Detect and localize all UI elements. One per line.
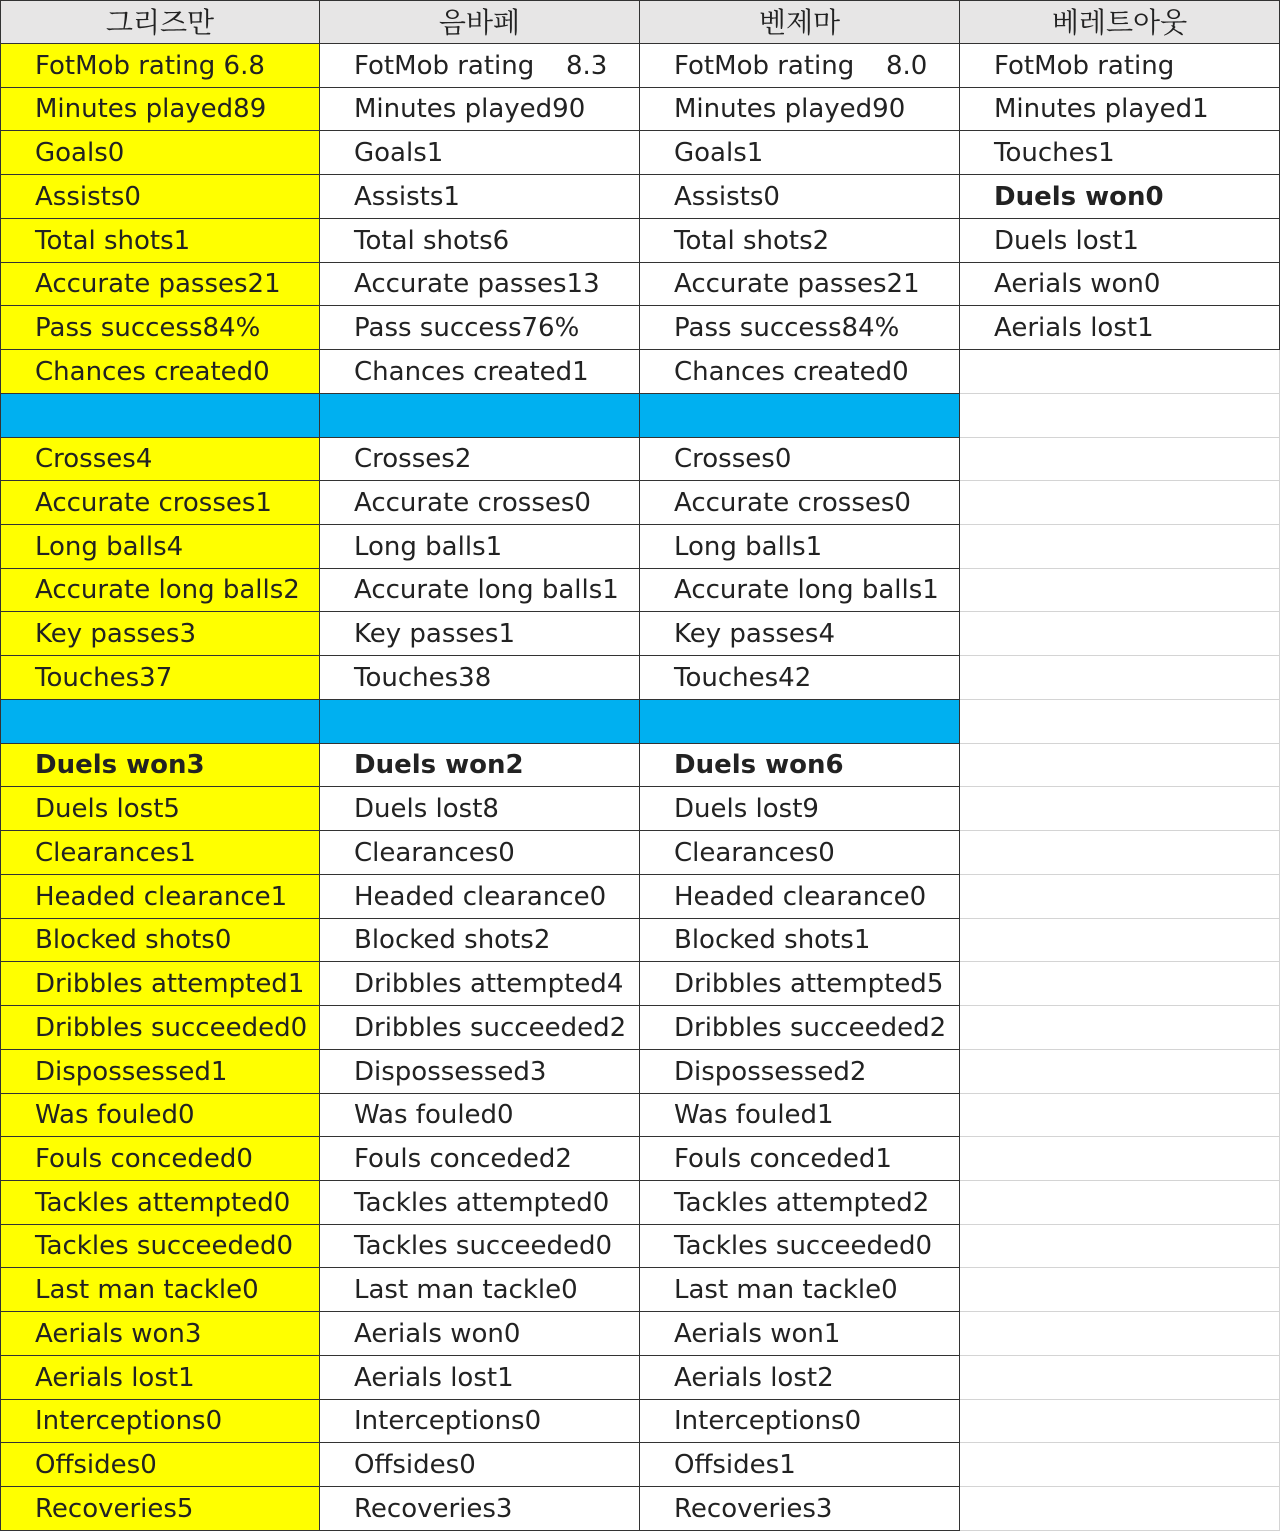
stat-cell[interactable] bbox=[0, 787, 320, 831]
stat-text: Tackles succeeded0 bbox=[35, 1231, 294, 1261]
stat-text: Last man tackle0 bbox=[354, 1275, 578, 1305]
stat-cell[interactable] bbox=[0, 219, 320, 263]
stat-text: Aerials lost1 bbox=[994, 313, 1154, 343]
empty-cell[interactable] bbox=[960, 1225, 1280, 1268]
empty-cell[interactable] bbox=[960, 1137, 1280, 1181]
stat-cell[interactable] bbox=[0, 1400, 320, 1443]
stat-text: Long balls1 bbox=[354, 532, 503, 562]
stat-text: Touches42 bbox=[674, 663, 812, 693]
empty-cell[interactable] bbox=[960, 1268, 1280, 1312]
stat-text: Aerials lost1 bbox=[354, 1363, 514, 1393]
stat-text: Dribbles succeeded2 bbox=[354, 1013, 627, 1043]
column-veretout bbox=[960, 0, 1280, 1531]
stat-cell[interactable] bbox=[960, 219, 1280, 263]
empty-cell[interactable] bbox=[960, 1094, 1280, 1137]
empty-cell[interactable] bbox=[960, 700, 1280, 744]
stat-cell[interactable] bbox=[640, 1443, 960, 1487]
stat-cell[interactable] bbox=[320, 831, 640, 875]
stat-text: FotMob rating 6.8 bbox=[35, 51, 265, 81]
empty-cell[interactable] bbox=[960, 787, 1280, 831]
stat-cell[interactable] bbox=[320, 1050, 640, 1094]
stat-cell[interactable] bbox=[960, 131, 1280, 175]
stat-text: Total shots1 bbox=[35, 226, 191, 256]
stat-cell[interactable] bbox=[0, 88, 320, 131]
stat-text: Minutes played1 bbox=[994, 94, 1209, 124]
empty-cell[interactable] bbox=[960, 394, 1280, 438]
empty-cell[interactable] bbox=[960, 569, 1280, 612]
column-griezmann bbox=[0, 0, 320, 1531]
stat-cell[interactable] bbox=[0, 131, 320, 175]
column-header[interactable]: 벤제마 bbox=[640, 0, 960, 44]
stat-cell[interactable] bbox=[320, 1400, 640, 1443]
stat-text: Was fouled0 bbox=[35, 1100, 195, 1130]
stat-text: Crosses4 bbox=[35, 444, 153, 474]
stat-cell[interactable] bbox=[640, 1400, 960, 1443]
stat-text: Dribbles attempted1 bbox=[35, 969, 305, 999]
stat-text: Long balls1 bbox=[674, 532, 823, 562]
stat-cell[interactable] bbox=[640, 481, 960, 525]
stat-text: Accurate passes21 bbox=[674, 269, 920, 299]
stat-cell[interactable] bbox=[640, 612, 960, 656]
empty-cell[interactable] bbox=[960, 350, 1280, 394]
stat-cell[interactable] bbox=[640, 962, 960, 1006]
stat-text: Duels lost8 bbox=[354, 794, 499, 824]
stat-cell[interactable] bbox=[640, 306, 960, 350]
stat-cell[interactable] bbox=[0, 1094, 320, 1137]
stat-cell[interactable] bbox=[640, 875, 960, 919]
empty-cell[interactable] bbox=[960, 831, 1280, 875]
stat-cell[interactable] bbox=[0, 1356, 320, 1400]
stat-text: Blocked shots0 bbox=[35, 925, 232, 955]
stat-text: Crosses0 bbox=[674, 444, 792, 474]
empty-cell[interactable] bbox=[960, 656, 1280, 700]
column-header[interactable]: 그리즈만 bbox=[0, 0, 320, 44]
stat-cell[interactable] bbox=[640, 1356, 960, 1400]
stat-text: Aerials won0 bbox=[354, 1319, 521, 1349]
stat-text: Duels won6 bbox=[674, 750, 844, 780]
stat-cell[interactable] bbox=[640, 787, 960, 831]
stat-cell[interactable] bbox=[0, 1225, 320, 1268]
stat-text: Aerials won3 bbox=[35, 1319, 202, 1349]
stat-cell[interactable] bbox=[640, 263, 960, 306]
stat-cell[interactable] bbox=[320, 44, 640, 88]
stat-text: Blocked shots1 bbox=[674, 925, 871, 955]
stat-cell[interactable] bbox=[640, 1487, 960, 1531]
stat-cell[interactable] bbox=[960, 306, 1280, 350]
column-header[interactable]: 베레트아웃 bbox=[960, 0, 1280, 44]
stat-text: Assists1 bbox=[354, 182, 460, 212]
stat-cell[interactable] bbox=[320, 1094, 640, 1137]
stat-cell[interactable] bbox=[320, 1443, 640, 1487]
stat-text: Total shots6 bbox=[354, 226, 510, 256]
stat-text: Key passes4 bbox=[674, 619, 836, 649]
stat-text: Interceptions0 bbox=[354, 1406, 542, 1436]
stat-text: Goals1 bbox=[674, 138, 764, 168]
stat-text: Chances created1 bbox=[354, 357, 589, 387]
stat-cell[interactable] bbox=[640, 525, 960, 569]
stat-cell[interactable] bbox=[640, 1050, 960, 1094]
stat-text: Accurate crosses0 bbox=[674, 488, 911, 518]
stat-cell[interactable] bbox=[320, 88, 640, 131]
stat-cell[interactable] bbox=[960, 44, 1280, 88]
stat-text: Long balls4 bbox=[35, 532, 184, 562]
stat-text: Tackles succeeded0 bbox=[674, 1231, 933, 1261]
stat-cell[interactable] bbox=[320, 656, 640, 700]
stat-text: Total shots2 bbox=[674, 226, 830, 256]
stat-text: Aerials won0 bbox=[994, 269, 1161, 299]
stat-cell[interactable] bbox=[320, 1225, 640, 1268]
empty-cell[interactable] bbox=[960, 919, 1280, 962]
stat-cell[interactable] bbox=[0, 438, 320, 481]
stat-cell[interactable] bbox=[640, 744, 960, 787]
stat-cell[interactable] bbox=[0, 962, 320, 1006]
empty-cell[interactable] bbox=[960, 1006, 1280, 1050]
stat-text: Fouls conceded1 bbox=[674, 1144, 892, 1174]
empty-cell[interactable] bbox=[960, 1050, 1280, 1094]
stat-text: Accurate passes21 bbox=[35, 269, 281, 299]
stat-text: Last man tackle0 bbox=[35, 1275, 259, 1305]
stat-text: Key passes1 bbox=[354, 619, 516, 649]
stat-text: Headed clearance1 bbox=[35, 882, 288, 912]
stat-text: Interceptions0 bbox=[674, 1406, 862, 1436]
stat-text: Duels lost1 bbox=[994, 226, 1139, 256]
stat-text: Aerials lost2 bbox=[674, 1363, 834, 1393]
stat-text: Last man tackle0 bbox=[674, 1275, 898, 1305]
stat-cell[interactable] bbox=[640, 656, 960, 700]
stat-cell[interactable] bbox=[640, 919, 960, 962]
stat-cell[interactable] bbox=[320, 1137, 640, 1181]
stat-cell[interactable] bbox=[640, 569, 960, 612]
stat-cell[interactable] bbox=[320, 175, 640, 219]
stat-text: Tackles succeeded0 bbox=[354, 1231, 613, 1261]
stat-text: Fouls conceded2 bbox=[354, 1144, 572, 1174]
separator-cell[interactable] bbox=[320, 394, 640, 438]
stat-cell[interactable] bbox=[320, 744, 640, 787]
stat-cell[interactable] bbox=[640, 1137, 960, 1181]
separator-cell[interactable] bbox=[0, 700, 320, 744]
stat-cell[interactable] bbox=[0, 481, 320, 525]
stat-text: Dribbles succeeded2 bbox=[674, 1013, 947, 1043]
stat-text: Dispossessed2 bbox=[674, 1057, 867, 1087]
empty-cell[interactable] bbox=[960, 1400, 1280, 1443]
empty-cell[interactable] bbox=[960, 744, 1280, 787]
stat-cell[interactable] bbox=[320, 612, 640, 656]
stat-text: Duels lost9 bbox=[674, 794, 819, 824]
stat-cell[interactable] bbox=[960, 175, 1280, 219]
separator-cell[interactable] bbox=[640, 394, 960, 438]
stat-cell[interactable] bbox=[0, 1312, 320, 1356]
empty-cell[interactable] bbox=[960, 875, 1280, 919]
stat-text: Accurate passes13 bbox=[354, 269, 600, 299]
stat-cell[interactable] bbox=[0, 44, 320, 88]
stat-cell[interactable] bbox=[0, 1487, 320, 1531]
stat-cell[interactable] bbox=[640, 219, 960, 263]
column-mbappe bbox=[320, 0, 640, 1531]
stat-cell[interactable] bbox=[320, 569, 640, 612]
stat-cell[interactable] bbox=[320, 1487, 640, 1531]
stat-text: Recoveries3 bbox=[354, 1494, 513, 1524]
stat-cell[interactable] bbox=[640, 1268, 960, 1312]
separator-cell[interactable] bbox=[640, 700, 960, 744]
stat-text: Dribbles attempted5 bbox=[674, 969, 944, 999]
stat-text: Duels won0 bbox=[994, 182, 1164, 212]
stat-text: Accurate long balls2 bbox=[35, 575, 300, 605]
stat-text: Was fouled1 bbox=[674, 1100, 834, 1130]
stat-cell[interactable] bbox=[320, 350, 640, 394]
stat-cell[interactable] bbox=[320, 263, 640, 306]
stat-cell[interactable] bbox=[640, 1312, 960, 1356]
stat-text: Interceptions0 bbox=[35, 1406, 223, 1436]
stat-cell[interactable] bbox=[640, 1225, 960, 1268]
stat-text: Key passes3 bbox=[35, 619, 197, 649]
stat-text: Dribbles attempted4 bbox=[354, 969, 624, 999]
stat-cell[interactable] bbox=[320, 962, 640, 1006]
column-benzema bbox=[640, 0, 960, 1531]
stat-cell[interactable] bbox=[0, 263, 320, 306]
stat-cell[interactable] bbox=[0, 831, 320, 875]
stat-text: Fouls conceded0 bbox=[35, 1144, 253, 1174]
stat-cell[interactable] bbox=[0, 525, 320, 569]
stat-cell[interactable] bbox=[320, 1181, 640, 1225]
stat-cell[interactable] bbox=[320, 787, 640, 831]
stat-cell[interactable] bbox=[320, 919, 640, 962]
stat-cell[interactable] bbox=[320, 525, 640, 569]
column-header[interactable]: 음바페 bbox=[320, 0, 640, 44]
stat-cell[interactable] bbox=[320, 306, 640, 350]
stat-text: Chances created0 bbox=[35, 357, 270, 387]
stat-text: Assists0 bbox=[35, 182, 141, 212]
stat-cell[interactable] bbox=[0, 1181, 320, 1225]
rating-value: 8.0 bbox=[886, 51, 928, 81]
stat-cell[interactable] bbox=[640, 175, 960, 219]
stat-text: Recoveries5 bbox=[35, 1494, 194, 1524]
stat-text: Goals1 bbox=[354, 138, 444, 168]
stat-text: Goals0 bbox=[35, 138, 125, 168]
separator-cell[interactable] bbox=[320, 700, 640, 744]
stat-text: Pass success84% bbox=[674, 313, 900, 343]
stat-text: Was fouled0 bbox=[354, 1100, 514, 1130]
empty-cell[interactable] bbox=[960, 962, 1280, 1006]
stat-text: Clearances1 bbox=[35, 838, 196, 868]
stat-text: Tackles attempted2 bbox=[674, 1188, 930, 1218]
stat-text: Pass success76% bbox=[354, 313, 580, 343]
stat-text: Assists0 bbox=[674, 182, 780, 212]
stat-text: Minutes played90 bbox=[674, 94, 906, 124]
empty-cell[interactable] bbox=[960, 1312, 1280, 1356]
stat-text: Accurate crosses1 bbox=[35, 488, 272, 518]
stat-text: Accurate long balls1 bbox=[674, 575, 939, 605]
stat-text: Touches37 bbox=[35, 663, 173, 693]
stat-cell[interactable] bbox=[0, 175, 320, 219]
separator-cell[interactable] bbox=[0, 394, 320, 438]
stat-text: Headed clearance0 bbox=[354, 882, 607, 912]
empty-cell[interactable] bbox=[960, 1356, 1280, 1400]
stat-cell[interactable] bbox=[320, 131, 640, 175]
stat-cell[interactable] bbox=[320, 875, 640, 919]
stat-cell[interactable] bbox=[640, 88, 960, 131]
stat-text: FotMob rating bbox=[354, 51, 535, 81]
stat-cell[interactable] bbox=[0, 656, 320, 700]
empty-cell[interactable] bbox=[960, 1443, 1280, 1487]
stat-text: Offsides0 bbox=[35, 1450, 157, 1480]
empty-cell[interactable] bbox=[960, 481, 1280, 525]
stat-cell[interactable] bbox=[320, 1312, 640, 1356]
stat-cell[interactable] bbox=[640, 131, 960, 175]
stat-text: Minutes played90 bbox=[354, 94, 586, 124]
stat-cell[interactable] bbox=[0, 744, 320, 787]
stat-text: Touches1 bbox=[994, 138, 1115, 168]
stat-cell[interactable] bbox=[0, 306, 320, 350]
stat-cell[interactable] bbox=[320, 1268, 640, 1312]
stat-text: Accurate long balls1 bbox=[354, 575, 619, 605]
stat-text: Clearances0 bbox=[674, 838, 835, 868]
stat-text: Touches38 bbox=[354, 663, 492, 693]
rating-value: 8.3 bbox=[566, 51, 608, 81]
stat-text: Headed clearance0 bbox=[674, 882, 927, 912]
stat-cell[interactable] bbox=[0, 919, 320, 962]
stat-cell[interactable] bbox=[0, 350, 320, 394]
stat-cell[interactable] bbox=[0, 1050, 320, 1094]
stat-text: Accurate crosses0 bbox=[354, 488, 591, 518]
stat-cell[interactable] bbox=[960, 263, 1280, 306]
stat-cell[interactable] bbox=[640, 438, 960, 481]
stat-text: Crosses2 bbox=[354, 444, 472, 474]
stat-text: Aerials lost1 bbox=[35, 1363, 195, 1393]
stat-cell[interactable] bbox=[320, 1006, 640, 1050]
stat-cell[interactable] bbox=[320, 219, 640, 263]
stat-cell[interactable] bbox=[320, 438, 640, 481]
stat-cell[interactable] bbox=[640, 1181, 960, 1225]
stat-text: Chances created0 bbox=[674, 357, 909, 387]
stat-cell[interactable] bbox=[320, 1356, 640, 1400]
stat-text: Dispossessed1 bbox=[35, 1057, 228, 1087]
stat-cell[interactable] bbox=[0, 569, 320, 612]
stat-text: Pass success84% bbox=[35, 313, 261, 343]
stat-text: Tackles attempted0 bbox=[354, 1188, 610, 1218]
stat-cell[interactable] bbox=[0, 875, 320, 919]
stat-text: FotMob rating bbox=[994, 51, 1175, 81]
empty-cell[interactable] bbox=[960, 438, 1280, 481]
stat-text: Offsides1 bbox=[674, 1450, 796, 1480]
stat-text: Minutes played89 bbox=[35, 94, 267, 124]
stat-text: Clearances0 bbox=[354, 838, 515, 868]
stat-cell[interactable] bbox=[640, 350, 960, 394]
stat-cell[interactable] bbox=[0, 1137, 320, 1181]
stat-cell[interactable] bbox=[0, 1006, 320, 1050]
stat-cell[interactable] bbox=[960, 88, 1280, 131]
stat-cell[interactable] bbox=[640, 831, 960, 875]
stat-cell[interactable] bbox=[0, 612, 320, 656]
stat-text: Duels won2 bbox=[354, 750, 524, 780]
stat-cell[interactable] bbox=[640, 1094, 960, 1137]
empty-cell[interactable] bbox=[960, 1487, 1280, 1531]
stat-cell[interactable] bbox=[640, 1006, 960, 1050]
stat-text: Aerials won1 bbox=[674, 1319, 841, 1349]
stat-cell[interactable] bbox=[320, 481, 640, 525]
empty-cell[interactable] bbox=[960, 1181, 1280, 1225]
stat-cell[interactable] bbox=[640, 44, 960, 88]
empty-cell[interactable] bbox=[960, 612, 1280, 656]
stat-text: Duels won3 bbox=[35, 750, 205, 780]
empty-cell[interactable] bbox=[960, 525, 1280, 569]
stat-text: FotMob rating bbox=[674, 51, 855, 81]
stat-text: Duels lost5 bbox=[35, 794, 180, 824]
stat-cell[interactable] bbox=[0, 1268, 320, 1312]
stat-text: Tackles attempted0 bbox=[35, 1188, 291, 1218]
stat-cell[interactable] bbox=[0, 1443, 320, 1487]
stat-text: Dispossessed3 bbox=[354, 1057, 547, 1087]
stat-text: Dribbles succeeded0 bbox=[35, 1013, 308, 1043]
stat-text: Blocked shots2 bbox=[354, 925, 551, 955]
stat-text: Offsides0 bbox=[354, 1450, 476, 1480]
stat-text: Recoveries3 bbox=[674, 1494, 833, 1524]
